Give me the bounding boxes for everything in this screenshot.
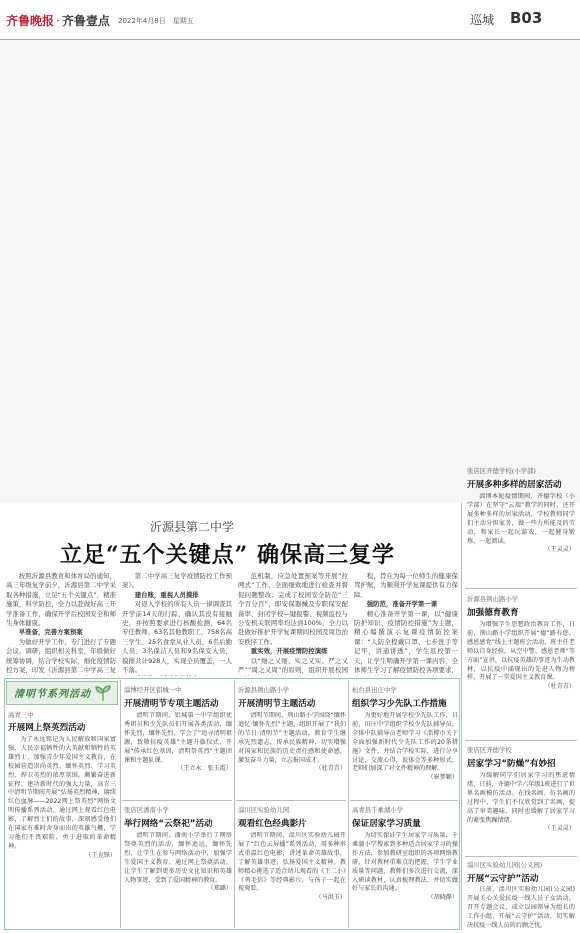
article-title: 观看红色经典影片 [238, 819, 307, 829]
article-body [467, 493, 575, 585]
section-lead: 重实效，开展疫情防控演练 [250, 647, 328, 656]
article-column-3 [238, 572, 348, 676]
article-subtitle: 张店区齐德学校(小学部) [467, 467, 536, 475]
byline: （王灵灵） [544, 546, 575, 554]
paragraph: 范机制，应急处置预案等开展“拉网式”工作，全面细致地进行检查并督促问题整改；完成了校园安全防范“三个百分百”，即安保器械及专职保安配备率、封闭学校—键报警、视频监控与公安机关联网率均达到100%，全力以赴做好推护开学复课期间校园及周边治安秩序工作。 [238, 572, 348, 646]
column-divider [234, 680, 235, 928]
paragraph: 为更好地开展学校少先队工作，日前，田庄中学组织学校少先队辅导员，全体中队辅导员老师学习《淄博市关于全面加强新时代少先队工作的20条措施》文件，并结合学校实际，进行分享讨论，交流心得，说体会等多种形式，老师们加深了对文件精神的理解。 [352, 712, 458, 773]
paragraph: 为增强学生思想政治教育工作，日前，荆山路小学组织开展“德”路有您，感恩感党”线上主题班会活动，班主任老师以自身经验，从空中警、感恩老师”等方面”宣讲，以抗疫英雄的事迹为生动教材，以抗疫中涌现出的先进人物为榜样，开展了一堂爱国主义教育课。 [467, 621, 575, 682]
article-column-1 [6, 572, 116, 676]
article-title: 保证居家学习质量 [352, 819, 421, 829]
article-column-2 [122, 572, 232, 676]
series-banner-text: 清明节系列活动 [14, 689, 91, 700]
byline: （马洪玉） [315, 894, 346, 902]
page-number: B03 [510, 9, 543, 27]
paragraph: 程，旨在为每一位师生的健康保驾护航，为顺利开学复课提供有力保障。 [354, 572, 458, 599]
byline: （王灵灵） [544, 825, 575, 833]
byline: （杜青青） [315, 765, 346, 773]
row-divider [350, 800, 458, 801]
article-body [238, 832, 346, 928]
byline: （王立永 张玉霞） [177, 765, 232, 773]
paragraph: 为缓解同学们居家学习的焦虑情绪，日前，齐德中学六年级1班进行了世界名画模仿活动。在找名画、仿名画的过程中，学生们不仅欣赏到了名画，提高了审美趣味，同时也缓解了居家学习的紧张焦躁情绪。 [467, 772, 575, 824]
section-lead: 强防范，准备开学第一课 [366, 600, 438, 609]
article-body [352, 832, 458, 928]
photo-area [0, 40, 580, 503]
article-title: 居家学习“防燥”有妙招 [467, 759, 556, 769]
section-lead: 早准备，完善方案预案 [18, 628, 83, 637]
article-subtitle: 沂源县第二中学 [150, 520, 235, 534]
article-subtitle: 淄川区实验幼儿园(公义园) [467, 861, 543, 869]
paragraph: 为做好开学工作，专门进行了专题会议，调研，组织相关科室，年级做好统筹协调，结合学校实际，细化疫情防控方案，印发《沂源县第二中学高三复 [6, 637, 116, 675]
paragraph: 清明节期间，潘南小学举行了网络祭奠英烈的活动，缅怀追远，缅怀先烈，让学生在参与网络活动中，加强学生爱国主义教育。通过网上祭奠活动，让学生了解到更多历史文化知识和英雄人物事迹，受到了爱国精神的教育。 [124, 832, 232, 884]
article-body [352, 712, 458, 798]
article-column-4 [354, 572, 458, 676]
article-subtitle: 淄博经开区铝城一中 [124, 686, 182, 694]
article-subtitle: 沂源县荆山路小学 [238, 686, 290, 694]
paragraph: 淄博本轮疫情期间，齐德学校（小学部）在坚守“云端”教学的同时，还开展多种多样的居家活动，学校教师同学们主动分担家务，做一些力所能及的劳动，和家长一起玩游戏，一起健身锻炼，一起阅读。 [467, 493, 575, 545]
article-body [238, 712, 346, 798]
paragraph: 清明节期间，荆山路小学围绕“缅怀追忆·缅怀先烈”主题，组织开展了“我们的节日·清明节”主题活动。教育学生继承先烈遗志，传承民族精神，切实增强对国家和民族的历史责任感和使命感，激发奋斗力量，立志报国成才。 [238, 712, 346, 764]
article-title: 举行网络“云祭祀”活动 [124, 819, 213, 829]
paragraph: 按照沂源县教育和体育局的通知，高三年级复学前夕，沂源县第二中学采取各种措施，立足“五个关键点”，精准施策，科学防控，全力以赴做好高三开学准备工作，确保开学后校园安全和师生身体健康。 [6, 572, 116, 628]
brand-separator: · [56, 14, 60, 28]
row-divider [465, 856, 577, 857]
byline: （王克锋） [85, 851, 116, 859]
article-subtitle: 高青三中 [8, 711, 34, 719]
paragraph: 日前，淄川区实验幼儿园(公义园)开展关心关爱抗疫一线人员子女活动，召开专题会议，成立以园领导为组长的工作小组，开展“云守护”活动，切实解决抗疫一线人员的后顾之忧。 [467, 886, 575, 929]
publication-date: 2022年4月8日 星期五 [118, 17, 194, 25]
row-divider [122, 800, 232, 801]
article-body [467, 772, 575, 854]
paragraph: 为了永远铭记为人民解放和国家富强、人民幸福牺牲的大英献和牺牲的英雄烈士，加强青少年爱国主义教育，在校园营造崇尚英烈、缅怀英烈、学习英烈、捍卫英烈的浓厚氛围。颇繁奋进新征程、建功新时代的强大力量，高青三中清明节期间开展“弘扬英烈精神，赓续红色血脉——2022网上祭英烈”网络文明传播系列活动，通过网上观看红色电影，了解烈士们的故事，深刻感受他们在国家有难时舍身而出的英雄气概，学习他们不畏艰险、勇于进取的革命精神。 [8, 736, 116, 850]
row-divider [465, 740, 577, 741]
paragraph: 精心准备开学第一课，以“健康防护知识、疫情防控措施”为主题，精心编撰演示复课疫情防控案课：“人防全程戴口罩、七步洗手等记牢，讲通讲透”，学生返校第一天，让学生明确开学第一课内容，全体师生学习了解疫情防控各项要求， [354, 609, 458, 675]
article-body [124, 832, 232, 928]
brand-subname: 齐鲁壹点 [61, 14, 110, 28]
article-subtitle: 沂源县荆山路小学 [467, 595, 519, 603]
article-subtitle: 淄川区实验幼儿园 [238, 806, 290, 814]
column-divider [461, 503, 462, 930]
brand-name: 齐鲁晚报 [6, 14, 55, 28]
article-subtitle: 张店区齐德学校 [467, 746, 512, 754]
row-divider [236, 800, 346, 801]
article-subtitle: 高青县千乘湖小学 [352, 806, 404, 814]
article-title: 开展网上祭英烈活动 [8, 723, 86, 733]
paragraph: 为切实保证学生居家学习质量，千乘湖小学搜索到多种适合居家学习的操作方法，参加教研室组织的各项网络教研，针对教材重难点的把握，学生学业质量等问题，教师们多次进行交流，深入研读教材，认真梳理教法，并切实做好与家长的沟通。 [352, 832, 458, 893]
section-lead: 建台账，重视人员摸排 [134, 590, 199, 599]
paragraph: 清明节期间，淄川区实验幼儿园开展了“红色云屏播”系列活动，用多种形式重温红色电影，讲述革命英雄故事，了解英雄事迹，弘扬爱国主义精神。教师精心挑选了适合幼儿观看的《王二小》《鸡毛信》等经典影片，与孩子一起在视观看。 [238, 832, 346, 893]
article-body [124, 712, 232, 798]
section-name: 巡城 [470, 13, 495, 27]
article-body [467, 886, 575, 930]
paragraph: 第二中学高三复学疫情防控工作预案》。 [122, 572, 232, 590]
article-body [8, 736, 116, 926]
section-lead [122, 675, 232, 676]
article-title: 开展清明节主题活动 [238, 699, 316, 709]
article-title: 加强德育教育 [467, 608, 519, 618]
row-divider [465, 588, 577, 589]
byline: （崔梦颖） [427, 774, 458, 782]
article-body [467, 621, 575, 737]
byline: （郑璐） [207, 885, 232, 893]
paragraph: 以“细之又细、实之又实、严之又严”“周之又周”的原则，组织开展校园 [238, 656, 348, 675]
paragraph: 对返入学校的所有人员一律调查其开学前14天的行踪，确认其没有接触史，并按照要求进行核酸检测，64名专任教师、63名其他教职工、758名高三学生、25名食堂从业人员、6名后勤人员、3名保洁人员和9名保安人员，摸排共计928人，实现全员覆盖，一人不落。 [122, 600, 232, 675]
article-title: 开展“云守护”活动 [467, 874, 539, 884]
article-title: 组织学习少先队工作措施 [352, 699, 447, 709]
article-title: 开展多种多样的居家活动 [467, 480, 562, 490]
column-divider [348, 680, 349, 928]
byline: （杜青青） [544, 683, 575, 691]
newspaper-logo [6, 12, 110, 29]
article-subtitle: 张店区潘南小学 [124, 806, 169, 814]
sprout-icon [92, 684, 114, 702]
byline: （胡晓静） [427, 894, 458, 902]
column-divider [120, 680, 121, 928]
article-subtitle: 桓台县田庄中学 [352, 686, 397, 694]
paragraph: 清明节期间，铝城第一中学组织优秀团员和少先队员们开展各类活动，缅怀先烈，缅怀先烈，学会了“追寻清明祖源，致敬抗疫英雄”主题升旗仪式，开展“传承红色基因，清明祭英烈”主题团课和主题队课。 [124, 712, 232, 764]
article-headline: 立足“五个关键点” 确保高三复学 [60, 542, 395, 568]
article-title: 开展清明节专项主题活动 [124, 699, 219, 709]
